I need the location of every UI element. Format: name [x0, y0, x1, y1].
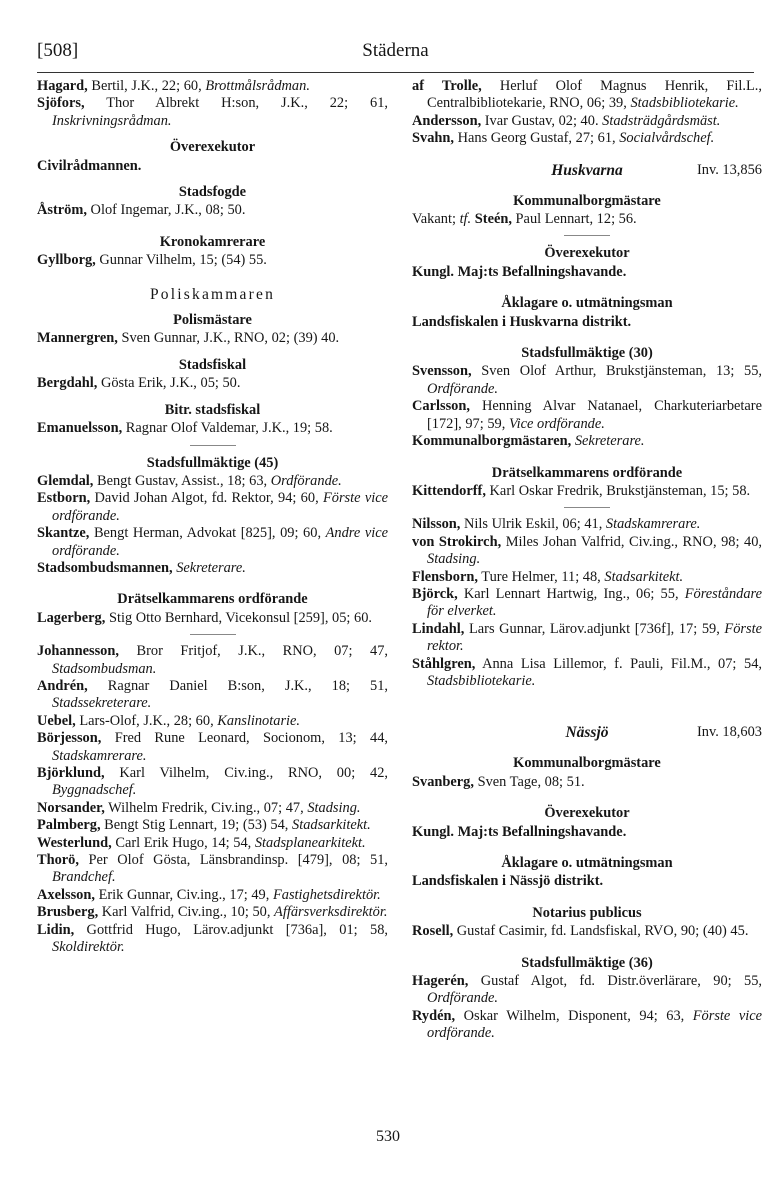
person-name: Lindahl,: [412, 620, 465, 637]
person-details: Gustaf Casimir, fd. Landsfiskal, RVO, 90; (40) 45.: [453, 923, 749, 940]
person-details: Gunnar Vilhelm, 15; (54) 55.: [95, 252, 267, 269]
person-entry: [412, 973, 762, 1008]
person-entry: [37, 78, 388, 95]
person-details: Gösta Erik, J.K., 05; 50.: [97, 375, 241, 392]
person-title: Stadsarkitekt.: [604, 568, 684, 585]
person-details: Lars Gunnar, Lärov.adjunkt [736f], 17; 59,: [464, 620, 725, 637]
person-details: Bengt Stig Lennart, 19; (53) 54,: [100, 817, 292, 834]
person-details: Karl Oskar Fredrik, Brukstjänsteman, 15; 58.: [485, 482, 751, 499]
person-entry: [412, 78, 762, 113]
person-details: Sven Tage, 08; 51.: [473, 773, 585, 790]
separator-rule: [190, 445, 236, 446]
person-title: Fastighetsdirektör.: [272, 886, 381, 903]
person-details: Herluf Olof Magnus Henrik, Fil.L., Centralbibliotekarie, RNO, 06; 39,: [427, 78, 762, 112]
person-details: Oskar Wilhelm, Disponent, 94; 63,: [455, 1007, 693, 1024]
person-entry: [37, 375, 388, 392]
person-title: Skoldirektör.: [52, 939, 125, 956]
person-entry: [412, 824, 762, 841]
person-name: Brusberg,: [37, 904, 99, 921]
section-heading: Polismästare: [173, 312, 252, 329]
person-title: Stadsbibliotekarie.: [630, 95, 739, 112]
person-entry: [37, 560, 388, 577]
person-name: Hagerén,: [412, 973, 469, 990]
person-details: Sven Olof Arthur, Brukstjänsteman, 13; 55,: [471, 363, 762, 380]
person-title: Inskrivningsrådman.: [52, 112, 172, 129]
person-entry: [37, 765, 388, 800]
person-entry: [37, 922, 388, 957]
person-name: Emanuelsson,: [37, 420, 123, 437]
page-header: [37, 40, 754, 70]
town-population: Inv. 18,603: [696, 724, 762, 741]
person-entry: [412, 569, 762, 586]
section-heading: Drätselkammarens ordförande: [117, 591, 308, 608]
section-heading: Kronokamrerare: [159, 233, 266, 250]
person-details: Gustaf Algot, fd. Distr.överlärare, 90; 55,: [468, 973, 762, 990]
person-entry: [37, 158, 388, 175]
section-heading: Åklagare o. utmätningsman: [501, 295, 673, 312]
person-title: Sekreterare.: [176, 559, 246, 576]
person-name: Lagerberg,: [37, 609, 106, 626]
person-entry: [37, 95, 388, 130]
person-details: Ragnar Daniel B:son, J.K., 18; 51,: [87, 677, 388, 694]
person-name: Kittendorff,: [412, 482, 486, 499]
separator-rule: [564, 507, 610, 508]
person-entry: [37, 473, 388, 490]
person-title: Affärsverksdirektör.: [274, 904, 388, 921]
person-details: Bertil, J.K., 22; 60,: [87, 78, 206, 94]
person-details: Bror Fritjof, J.K., RNO, 07; 47,: [118, 643, 388, 660]
person-name: Norsander,: [37, 799, 105, 816]
person-title: Stadskamrerare.: [52, 747, 147, 764]
person-entry: [37, 252, 388, 269]
person-entry: [412, 873, 762, 890]
person-name: Axelsson,: [37, 886, 95, 903]
section-heading: Notarius publicus: [532, 904, 642, 921]
person-details: Per Olof Gösta, Länsbrandinsp. [479], 08; 51,: [78, 852, 388, 869]
person-entry: [412, 398, 762, 433]
person-name: Bergdahl,: [37, 375, 98, 392]
person-details: Nils Ulrik Eskil, 06; 41,: [460, 516, 606, 533]
person-name: Estborn,: [37, 490, 91, 507]
person-name: Kungl. Maj:ts Befallningshavande.: [412, 823, 627, 840]
person-title: Stadsarkitekt.: [292, 817, 371, 834]
person-name: Palmberg,: [37, 817, 101, 834]
person-name: Ståhlgren,: [412, 655, 476, 672]
section-heading: Stadsfullmäktige (30): [521, 345, 653, 362]
person-name: Uebel,: [37, 712, 76, 729]
person-name: Johannesson,: [37, 643, 119, 660]
section-heading: Stadsfullmäktige (36): [521, 954, 653, 971]
section-heading: Stadsfogde: [178, 184, 247, 201]
person-name: Svanberg,: [412, 773, 474, 790]
person-name: Landsfiskalen i Nässjö distrikt.: [412, 873, 604, 890]
person-name: Andersson,: [412, 112, 482, 129]
person-name: Kommunalborgmästaren,: [412, 433, 572, 450]
person-name: Civilrådmannen.: [37, 157, 142, 174]
person-entry: [412, 363, 762, 398]
person-title: Ordförande.: [427, 380, 499, 397]
section-heading: Kommunalborgmästare: [513, 755, 661, 772]
person-name: Börjesson,: [37, 730, 102, 747]
town-name: Huskvarna: [551, 161, 623, 179]
person-details: Bengt Gustav, Assist., 18; 63,: [93, 472, 271, 489]
person-entry: [412, 774, 762, 791]
page-title: Städerna: [362, 40, 429, 61]
person-details: Erik Gunnar, Civ.ing., 17; 49,: [94, 886, 273, 903]
person-name: Björck,: [412, 585, 458, 602]
person-name: Mannergren,: [37, 330, 118, 347]
person-entry: [37, 835, 388, 852]
person-details: Thor Albrekt H:son, J.K., 22; 61,: [84, 95, 388, 112]
person-name: Svensson,: [412, 363, 472, 380]
person-title: Sekreterare.: [574, 433, 645, 450]
person-entry: [412, 534, 762, 569]
person-entry: [37, 420, 388, 437]
person-entry: [37, 643, 388, 678]
person-details: Karl Lennart Hartwig, Ing., 06; 55,: [457, 585, 685, 602]
person-entry: [412, 264, 762, 281]
person-details: Olof Ingemar, J.K., 08; 50.: [86, 202, 246, 219]
person-name: Hagard,: [37, 78, 88, 94]
person-name: Flensborn,: [412, 568, 478, 585]
person-name: af Trolle,: [412, 78, 482, 94]
section-heading: Drätselkammarens ordförande: [491, 464, 683, 481]
person-entry: [412, 621, 762, 656]
person-title: Stadsombudsman.: [52, 660, 157, 677]
person-name: Steén,: [471, 211, 512, 228]
section-heading: Överexekutor: [544, 805, 630, 822]
town-heading: [412, 724, 762, 746]
person-name: Åström,: [37, 202, 87, 219]
person-entry: [37, 713, 388, 730]
person-details: Bengt Herman, Advokat [825], 09; 60,: [89, 525, 326, 542]
person-title: Stadskamrerare.: [605, 516, 701, 533]
person-entry: [412, 656, 762, 691]
person-title: Förste vice ordförande.: [52, 490, 388, 524]
person-entry: [37, 490, 388, 525]
person-entry: [412, 211, 762, 228]
person-details: Carl Erik Hugo, 14; 54,: [111, 834, 255, 851]
person-entry: [37, 525, 388, 560]
person-title: Ordförande.: [427, 990, 499, 1007]
person-details: Lars-Olof, J.K., 28; 60,: [75, 712, 218, 729]
person-details: Sven Gunnar, J.K., RNO, 02; (39) 40.: [117, 330, 340, 347]
person-entry: [412, 314, 762, 331]
person-details: Miles Johan Valfrid, Civ.ing., RNO, 98; 40,: [501, 533, 762, 550]
person-name: Westerlund,: [37, 834, 112, 851]
section-heading: Bitr. stadsfiskal: [164, 401, 261, 418]
person-name: Carlsson,: [412, 398, 470, 415]
person-name: Stadsombudsmannen,: [37, 559, 173, 576]
town-population: Inv. 13,856: [696, 161, 762, 178]
person-details: Karl Vilhelm, Civ.ing., RNO, 00; 42,: [104, 765, 388, 781]
person-name: Gyllborg,: [37, 252, 96, 269]
person-entry: [412, 1008, 762, 1043]
person-details: David Johan Algot, fd. Rektor, 94; 60,: [90, 490, 323, 507]
separator-rule: [564, 235, 610, 236]
person-entry: [37, 887, 388, 904]
person-details: Stig Otto Bernhard, Vicekonsul [259], 05; 60.: [105, 609, 373, 626]
person-name: Andrén,: [37, 677, 88, 694]
person-details: Ivar Gustav, 02; 40.: [481, 112, 603, 129]
person-name: Thorö,: [37, 852, 79, 869]
footer-page-number: 530: [376, 1128, 400, 1145]
person-name: von Strokirch,: [412, 533, 502, 550]
person-name: Skantze,: [37, 525, 90, 542]
person-name: Glemdal,: [37, 472, 94, 489]
person-title: Stadsing.: [307, 799, 361, 816]
person-entry: [412, 113, 762, 130]
header-rule: [37, 72, 754, 73]
person-name: Nilsson,: [412, 516, 461, 533]
person-details: Paul Lennart, 12; 56.: [511, 211, 637, 228]
section-heading: Stadsfiskal: [178, 356, 247, 373]
town-name: Nässjö: [565, 724, 609, 742]
person-entry: [37, 852, 388, 887]
person-name: Kungl. Maj:ts Befallningshavande.: [412, 263, 627, 280]
person-name: Svahn,: [412, 130, 454, 147]
person-title: Förste vice ordförande.: [427, 1007, 762, 1042]
person-entry: [412, 923, 762, 940]
separator-rule: [190, 634, 236, 635]
person-details: Fred Rune Leonard, Socionom, 13; 44,: [101, 730, 388, 747]
person-name: Rydén,: [412, 1007, 456, 1024]
person-details: Karl Valfrid, Civ.ing., 10; 50,: [98, 904, 275, 921]
person-title: Föreståndare för elverket.: [427, 585, 762, 620]
person-title: Brandchef.: [52, 869, 116, 886]
person-title: Förste rektor.: [427, 620, 762, 655]
person-title: Stadssekreterare.: [52, 695, 152, 712]
person-name: Lidin,: [37, 921, 75, 938]
person-details: Hans Georg Gustaf, 27; 61,: [454, 130, 620, 147]
person-details: Vakant;: [412, 211, 460, 228]
person-details: Ture Helmer, 11; 48,: [477, 568, 605, 585]
person-entry: [37, 817, 388, 834]
right-column: [412, 78, 762, 1043]
person-title: Stadsträdgårdsmäst.: [602, 112, 721, 129]
person-title: Brottmålsrådman.: [205, 78, 310, 94]
person-entry: [412, 433, 762, 450]
section-heading: Åklagare o. utmätningsman: [501, 855, 673, 871]
person-title: tf.: [459, 211, 472, 228]
person-entry: [37, 610, 388, 627]
page-number: [508]: [37, 40, 79, 61]
person-entry: [412, 130, 762, 147]
person-entry: [37, 730, 388, 765]
person-details: Gottfrid Hugo, Lärov.adjunkt [736a], 01; 58,: [74, 921, 388, 938]
person-title: Byggnadschef.: [52, 782, 137, 799]
person-title: Andre vice ordförande.: [52, 525, 388, 559]
person-name: Rosell,: [412, 923, 454, 940]
section-heading: Stadsfullmäktige (45): [146, 454, 279, 471]
person-title: Vice ordförande.: [508, 415, 605, 432]
person-entry: [37, 800, 388, 817]
person-details: Anna Lisa Lillemor, f. Pauli, Fil.M., 07; 54,: [475, 655, 762, 672]
person-title: Ordförande.: [270, 472, 342, 489]
person-entry: [37, 904, 388, 921]
town-heading: [412, 162, 762, 184]
person-entry: [412, 516, 762, 533]
person-entry: [37, 330, 388, 347]
person-title: Stadsplanearkitekt.: [254, 834, 366, 851]
person-entry: [37, 202, 388, 219]
person-name: Landsfiskalen i Huskvarna distrikt.: [412, 313, 632, 330]
left-column: [37, 78, 388, 956]
person-title: Kanslinotarie.: [217, 712, 301, 729]
person-name: Sjöfors,: [37, 95, 85, 112]
person-name: Björklund,: [37, 765, 105, 781]
person-details: Ragnar Olof Valdemar, J.K., 19; 58.: [122, 420, 333, 437]
section-heading: Kommunalborgmästare: [513, 192, 661, 209]
person-details: Henning Alvar Natanael, Charkuteriarbetare [172], 97; 59,: [427, 398, 762, 432]
section-heading: Överexekutor: [169, 139, 256, 156]
section-heading: Överexekutor: [544, 245, 630, 262]
section-heading: Poliskammaren: [149, 285, 276, 303]
person-title: Stadsing.: [427, 551, 481, 568]
person-details: Wilhelm Fredrik, Civ.ing., 07; 47,: [104, 799, 308, 816]
person-entry: [412, 483, 762, 500]
person-title: Stadsbibliotekarie.: [427, 672, 536, 689]
person-title: Socialvårdschef.: [619, 130, 715, 147]
person-entry: [412, 586, 762, 621]
person-entry: [37, 678, 388, 713]
